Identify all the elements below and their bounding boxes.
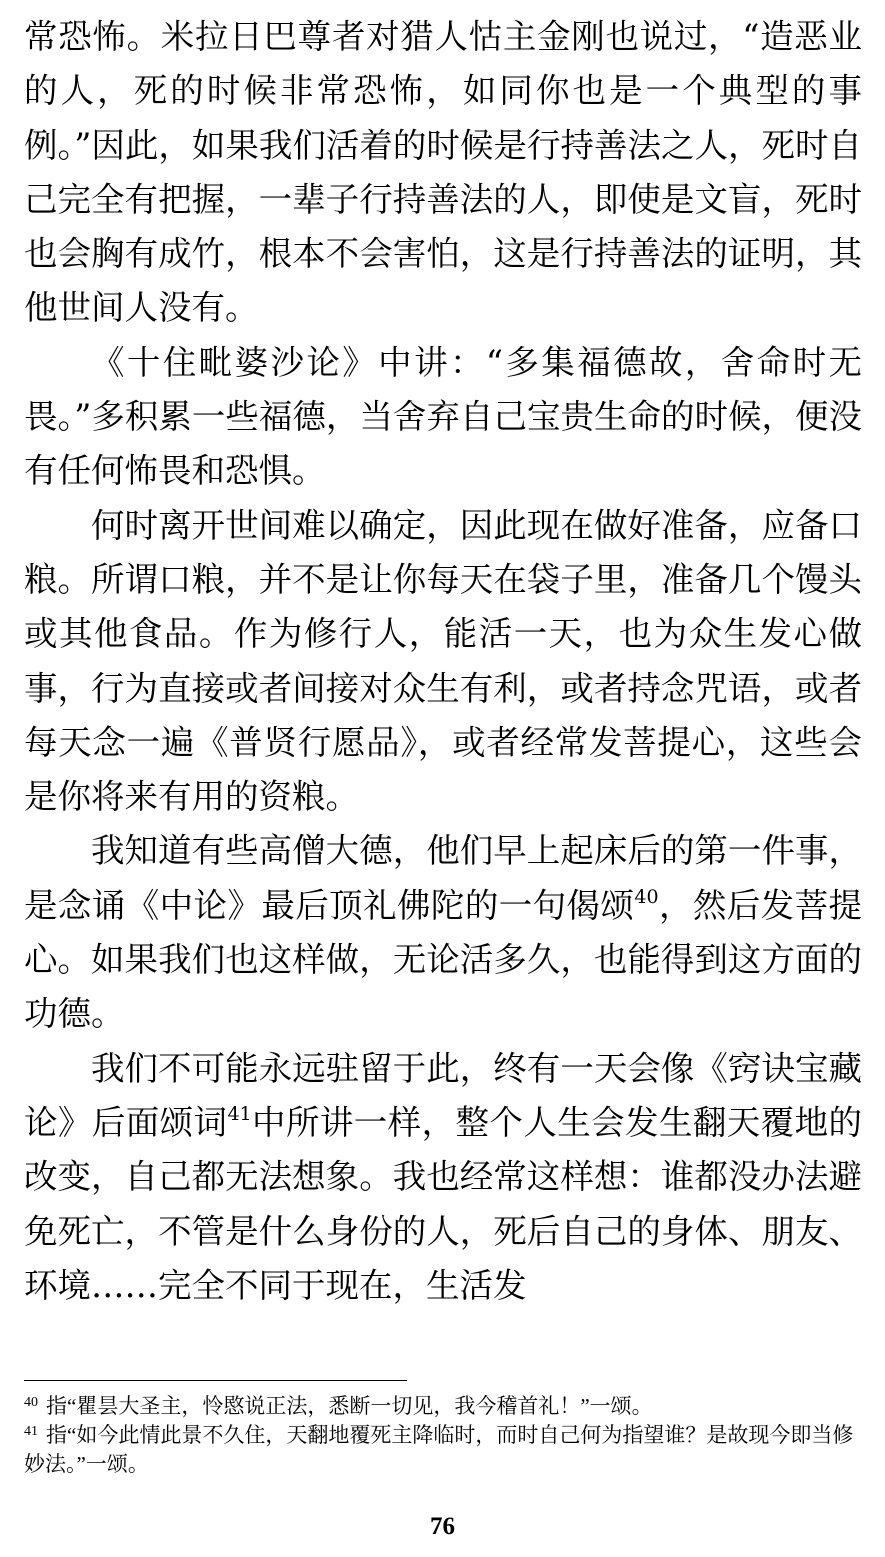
footnote-number: 41 [24,1424,38,1439]
footnote [24,1421,862,1479]
paragraph-text: 我知道有些高僧大德，他们早上起床后的第一件事，是念诵《中论》最后顶礼佛陀的一句偈颂 [24,831,862,925]
paragraph [24,499,862,825]
footnotes [24,1392,862,1479]
footnote [24,1392,862,1421]
footnote-marker[interactable]: 40 [634,885,659,908]
paragraph-text: 《十住毗婆沙论》中讲：“多集福德故，舍命时无畏。”多积累一些福德，当舍弃自己宝贵生命的时候，便没有任何怖畏和恐惧。 [24,342,862,491]
page-number: 76 [430,1513,455,1540]
paragraph-text: 常恐怖。米拉日巴尊者对猎人怙主金刚也说过，“造恶业的人，死的时候非常恐怖，如同你也是一个典型的事例。”因此，如果我们活着的时候是行持善法之人，死时自己完全有把握，一辈子行持善法的人，即使是文盲，死时也会胸有成竹，根本不会害怕，这是行持善法的证明，其他世间人没有。 [24,17,862,328]
paragraph-text: ，然后发菩提心。如果我们也这样做，无论活多久，也能得到这方面的功德。 [24,885,862,1034]
footnote-marker[interactable]: 41 [227,1102,252,1125]
footnote-divider [24,1380,407,1381]
paragraph [24,824,862,1041]
paragraph [24,10,862,336]
paragraph [24,336,862,499]
paragraph-text: 我们不可能永远驻留于此，终有一天会像《窍诀宝藏论》后面颂词 [24,1048,862,1142]
body-text [24,10,862,1313]
footnote-text: 指“如今此情此景不久住，天翻地覆死主降临时，而时自己何为指望谁？是故现今即当修妙法。”一颂。 [24,1423,854,1476]
footnote-number: 40 [24,1395,38,1410]
paragraph [24,1042,862,1313]
paragraph-text: 中所讲一样，整个人生会发生翻天覆地的改变，自己都无法想象。我也经常这样想：谁都没办法避免死亡，不管是什么身份的人，死后自己的身体、朋友、环境……完全不同于现在，生活发 [24,1102,862,1305]
footnote-text: 指“瞿昙大圣主，怜愍说正法，悉断一切见，我今稽首礼！”一颂。 [46,1394,653,1418]
paragraph-text: 何时离开世间难以确定，因此现在做好准备，应备口粮。所谓口粮，并不是让你每天在袋子里，准备几个馒头或其他食品。作为修行人，能活一天，也为众生发心做事，行为直接或者间接对众生有利，或者持念咒语，或者每天念一遍《普贤行愿品》，或者经常发菩提心，这些会是你将来有用的资粮。 [24,505,862,817]
